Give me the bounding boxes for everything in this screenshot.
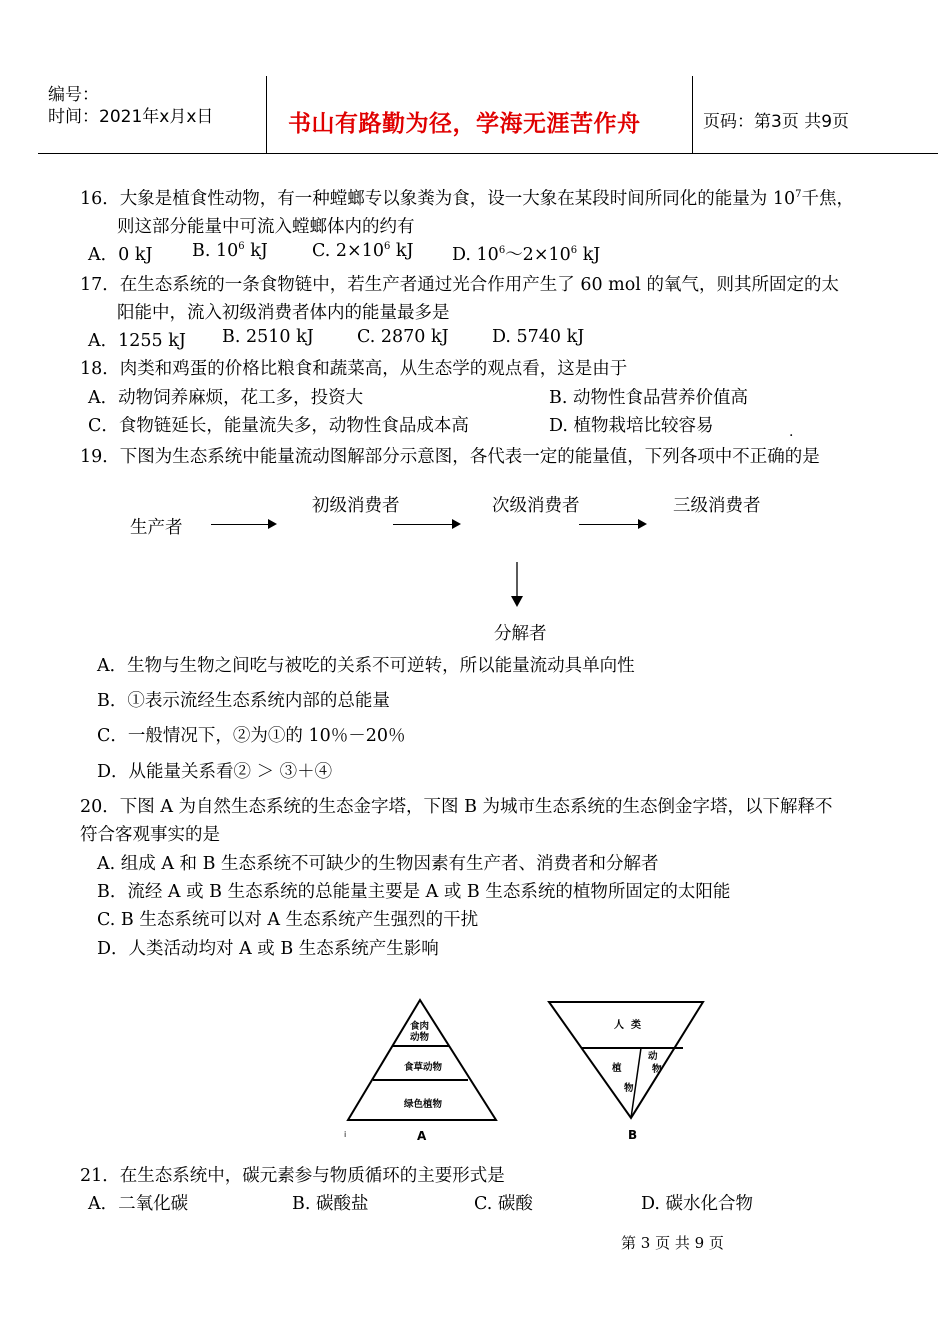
node-secondary-consumer: 次级消费者: [492, 496, 580, 516]
q17-option-d: D. 5740 kJ: [492, 327, 585, 347]
q17-option-c: C. 2870 kJ: [357, 327, 449, 347]
question-19-stem: 19．下图为生态系统中能量流动图解部分示意图，各代表一定的能量值，下列各项中不正确的是: [80, 447, 820, 467]
pyramid-b-caption: B: [628, 1128, 638, 1142]
arrow-producer-to-primary: [211, 524, 275, 525]
pyramid-a-bottom-label: 绿色植物: [404, 1099, 443, 1110]
q17-option-b: B. 2510 kJ: [222, 327, 314, 347]
pyramid-b-animals-label-2: 物: [652, 1064, 662, 1075]
date-label: 时间：2021年x月x日: [48, 107, 214, 127]
q20-option-b: B．流经 A 或 B 生态系统的总能量主要是 A 或 B 生态系统的植物所固定的太阳能: [97, 882, 731, 902]
arrow-down-to-decomposer: [510, 562, 524, 608]
arrow-primary-to-secondary: [393, 524, 459, 525]
pyramid-a-tick: i: [344, 1130, 347, 1139]
pyramid-a-top-label: [410, 1021, 429, 1043]
q18-option-a: A．动物饲养麻烦，花工多，投资大: [88, 388, 364, 408]
header-rule: [38, 153, 938, 154]
question-17-stem-line2: 阳能中，流入初级消费者体内的能量最多是: [117, 303, 450, 323]
q18-option-d: D. 植物栽培比较容易: [549, 416, 714, 436]
node-decomposer: 分解者: [494, 624, 547, 644]
question-20-stem-line2: 符合客观事实的是: [80, 825, 220, 845]
q16-text-b: 千焦，: [801, 189, 854, 209]
pyramid-b-animals-label-1: 动: [648, 1051, 658, 1062]
pyramid-a-middle-label: 食草动物: [404, 1062, 443, 1073]
q21-option-c: C. 碳酸: [474, 1194, 533, 1214]
pyramid-b-plants-label-2: 物: [624, 1083, 634, 1094]
q19-option-d: D．从能量关系看② ＞ ③＋④: [97, 762, 333, 782]
q16-option-a: A．0 kJ: [88, 245, 153, 265]
q18-option-c: C．食物链延长，能量流失多，动物性食品成本高: [88, 416, 469, 436]
q16-exponent: 7: [795, 189, 802, 201]
q19-option-c: C．一般情况下，②为①的 10％－20％: [97, 726, 406, 746]
page-indicator: 页码：第3页 共9页: [703, 112, 850, 132]
motto-title: 书山有路勤为径，学海无涯苦作舟: [288, 111, 641, 137]
q20-option-c: C. B 生态系统可以对 A 生态系统产生强烈的干扰: [97, 910, 479, 930]
question-20-stem: 20．下图 A 为自然生态系统的生态金字塔，下图 B 为城市生态系统的生态倒金字塔，以下解释不: [80, 797, 833, 817]
node-primary-consumer: 初级消费者: [312, 496, 400, 516]
q16-text-a: 16．大象是植食性动物，有一种螳螂专以象粪为食，设一大象在某段时间所同化的能量为 10: [80, 189, 796, 209]
pyramid-a-top-label-1: 食肉: [410, 1021, 430, 1032]
q21-option-d: D. 碳水化合物: [641, 1194, 754, 1214]
arrow-secondary-to-tertiary: [579, 524, 645, 525]
q20-option-a: A. 组成 A 和 B 生态系统不可缺少的生物因素有生产者、消费者和分解者: [97, 854, 659, 874]
q19-option-b: B．①表示流经生态系统内部的总能量: [97, 691, 390, 711]
question-18-stem: 18．肉类和鸡蛋的价格比粮食和蔬菜高，从生态学的观点看，这是由于: [80, 359, 628, 379]
q18-option-b: B. 动物性食品营养价值高: [549, 388, 748, 408]
q16-option-d: D. $10^6\sim 2\times 10^6$ kJ: [452, 245, 601, 265]
question-16-stem-line2: 则这部分能量中可流入螳螂体内的约有: [117, 217, 415, 237]
pyramid-b-top-label: 人 类: [614, 1020, 641, 1031]
node-producer: 生产者: [130, 518, 183, 538]
header-divider-left: [266, 76, 267, 154]
q21-option-b: B. 碳酸盐: [292, 1194, 369, 1214]
serial-number-label: 编号：: [48, 85, 99, 105]
header-divider-right: [692, 76, 693, 154]
q16-option-b: B. $10^6$ kJ: [192, 241, 268, 261]
question-17-stem: 17．在生态系统的一条食物链中，若生产者通过光合作用产生了 60 mol 的氧气，则其所固定的太: [80, 275, 839, 295]
pyramid-b-plants-label-1: 植: [612, 1063, 622, 1074]
q16-option-c: C. $2\times 10^6$ kJ: [312, 241, 414, 261]
page-footer: 第 3 页 共 9 页: [621, 1234, 724, 1252]
emphasis-dot: ·: [789, 428, 794, 444]
node-tertiary-consumer: 三级消费者: [673, 496, 761, 516]
q20-option-d: D．人类活动均对 A 或 B 生态系统产生影响: [97, 939, 439, 959]
question-16-stem: [80, 185, 854, 210]
q19-option-a: A．生物与生物之间吃与被吃的关系不可逆转，所以能量流动具单向性: [97, 656, 635, 676]
pyramid-a-caption: A: [417, 1129, 427, 1143]
pyramid-b-animals-label: [648, 1050, 662, 1076]
q21-option-a: A．二氧化碳: [88, 1194, 189, 1214]
pyramid-a-top-label-2: 动物: [410, 1032, 430, 1043]
q17-option-a: A．1255 kJ: [88, 331, 186, 351]
question-21-stem: 21．在生态系统中，碳元素参与物质循环的主要形式是: [80, 1166, 505, 1186]
pyramid-b-plants-label: [612, 1059, 634, 1099]
